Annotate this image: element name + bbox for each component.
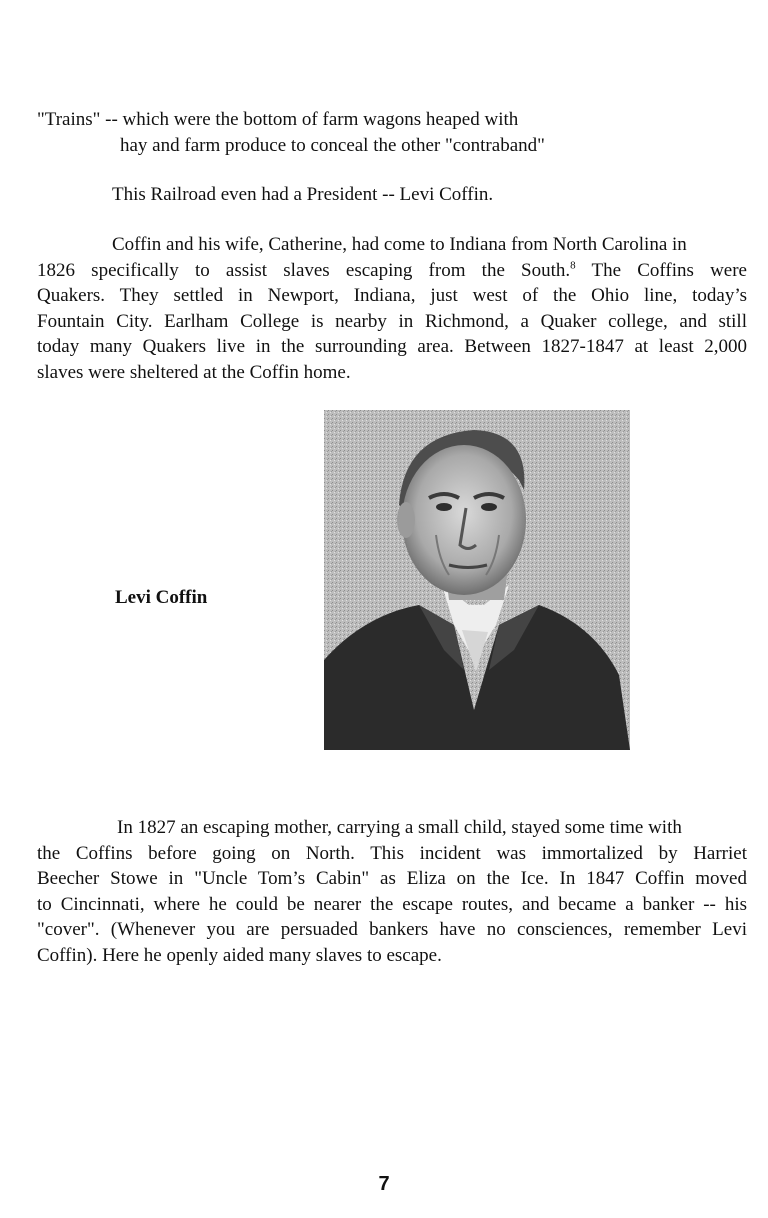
portrait-image — [324, 410, 630, 750]
eliza-line-2: the Coffins before going on North. This incident was immortalized by Harriet — [37, 843, 747, 864]
eliza-line-3: Beecher Stowe in "Uncle Tom’s Cabin" as Eliza on the Ice. In 1847 Coffin moved — [37, 868, 747, 889]
trains-line-2: hay and farm produce to conceal the other "contraband" — [120, 135, 545, 156]
eliza-line-1: In 1827 an escaping mother, carrying a small child, stayed some time with — [117, 817, 682, 838]
eliza-line-5: "cover". (Whenever you are persuaded bankers have no consciences, remember Levi — [37, 919, 747, 940]
eliza-line-4: to Cincinnati, where he could be nearer the escape routes, and became a banker -- his — [37, 894, 747, 915]
coffin-line-1: Coffin and his wife, Catherine, had come to Indiana from North Carolina in — [112, 234, 687, 255]
coffin-line-2: 1826 specifically to assist slaves escaping from the South.$^8$ The Coffins were — [37, 259, 747, 281]
trains-line-1: "Trains" -- which were the bottom of farm wagons heaped with — [37, 109, 519, 130]
figure-caption: Levi Coffin — [115, 587, 208, 608]
levi-coffin-portrait — [324, 410, 630, 750]
eliza-line-6: Coffin). Here he openly aided many slaves to escape. — [37, 945, 442, 966]
president-line: This Railroad even had a President -- Levi Coffin. — [112, 184, 494, 205]
footnote-marker: 8 — [570, 259, 576, 272]
coffin-line-4: Fountain City. Earlham College is nearby in Richmond, a Quaker college, and still — [37, 311, 747, 332]
coffin-line-6: slaves were sheltered at the Coffin home. — [37, 362, 351, 383]
coffin-line-3: Quakers. They settled in Newport, Indiana, just west of the Ohio line, today’s — [37, 285, 747, 306]
coffin-line-5: today many Quakers live in the surrounding area. Between 1827-1847 at least 2,000 — [37, 336, 747, 357]
page-number: 7 — [378, 1173, 390, 1195]
